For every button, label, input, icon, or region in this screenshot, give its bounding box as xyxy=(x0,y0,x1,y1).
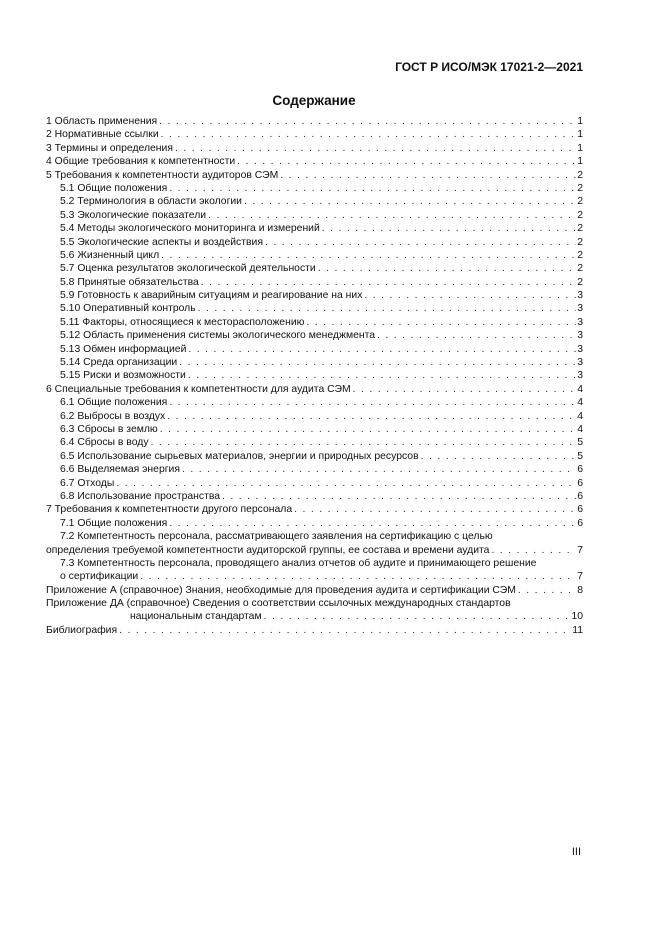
toc-entry[interactable] xyxy=(46,610,583,623)
page-title: Содержание xyxy=(272,93,356,108)
toc-entry-page: 8 xyxy=(577,584,583,596)
toc-entry-title: 6.7 Отходы xyxy=(60,477,115,489)
toc-entry[interactable] xyxy=(46,410,583,423)
toc-entry-page: 1 xyxy=(577,116,583,127)
toc-entry-title: 5.10 Оперативный контроль xyxy=(60,303,196,315)
toc-entry[interactable] xyxy=(46,463,583,476)
toc-entry[interactable] xyxy=(46,356,583,369)
toc-entry[interactable] xyxy=(46,222,583,235)
toc-entry[interactable] xyxy=(46,396,583,409)
dot-leader xyxy=(161,128,577,141)
page-number: III xyxy=(571,846,581,858)
dot-leader xyxy=(491,544,576,557)
dot-leader xyxy=(201,276,576,289)
toc-entry-page: 4 xyxy=(577,397,583,409)
toc-entry-title: 3 Термины и определения xyxy=(46,142,173,154)
toc-entry-page: 7 xyxy=(577,571,583,583)
dot-leader xyxy=(222,490,576,503)
dot-leader xyxy=(140,570,576,583)
toc-entry-title: 6.6 Выделяемая энергия xyxy=(60,464,180,476)
toc-entry-title: 2 Нормативные ссылки xyxy=(46,129,159,141)
toc-entry-title: 6.2 Выбросы в воздух xyxy=(60,410,166,422)
toc-entry-title: Приложение А (справочное) Знания, необходимые для проведения аудита и сертификации СЭМ xyxy=(46,584,516,596)
toc-entry-page: 2 xyxy=(577,169,583,181)
dot-leader xyxy=(306,316,576,329)
toc-entry[interactable] xyxy=(46,316,583,329)
toc-entry-title: 5.3 Экологические показатели xyxy=(60,209,207,221)
toc-entry-page: 2 xyxy=(577,249,583,261)
toc-entry-page: 6 xyxy=(577,517,583,529)
dot-leader xyxy=(294,503,576,516)
toc-entry[interactable] xyxy=(46,343,583,356)
toc-entry[interactable] xyxy=(46,450,583,463)
toc-entry-page: 2 xyxy=(577,236,583,248)
toc-entry-title: 5.12 Область применения системы экологического менеджмента xyxy=(60,330,376,342)
toc-entry[interactable] xyxy=(46,624,583,637)
toc-entry[interactable] xyxy=(46,169,583,182)
dot-leader xyxy=(322,222,576,235)
toc-entry-title: 5 Требования к компетентности аудиторов СЭМ xyxy=(46,169,279,181)
dot-leader xyxy=(318,262,577,275)
dot-leader xyxy=(160,423,576,436)
toc-entry-page: 3 xyxy=(577,330,583,342)
toc-entry-title: 6.1 Общие положения xyxy=(60,397,168,409)
toc-entry-page: 4 xyxy=(577,410,583,422)
toc-entry-title: 5.6 Жизненный цикл xyxy=(60,249,160,261)
toc-entry[interactable] xyxy=(46,436,583,449)
dot-leader xyxy=(264,610,571,623)
toc-entry[interactable] xyxy=(46,503,583,516)
toc-entry-title: 5.4 Методы экологического мониторинга и измерений xyxy=(60,223,320,235)
dot-leader xyxy=(169,182,576,195)
toc-entry-page: 2 xyxy=(577,196,583,208)
toc-entry-title: 6 Специальные требования к компетентности для аудита СЭМ xyxy=(46,383,351,395)
toc-entry[interactable] xyxy=(46,544,583,557)
dot-leader xyxy=(175,142,576,155)
toc-entry-page: 3 xyxy=(577,303,583,315)
toc-entry-page: 1 xyxy=(577,129,583,141)
toc-entry-title: 5.8 Принятые обязательства xyxy=(60,276,199,288)
toc-entry-page: 3 xyxy=(577,357,583,369)
toc-entry-page: 3 xyxy=(577,343,583,355)
toc-entry[interactable] xyxy=(46,570,583,583)
toc-entry[interactable] xyxy=(46,557,583,570)
toc-entry-title: Приложение ДА (справочное) Сведения о соответствии ссылочных международных стандартов xyxy=(46,598,511,610)
toc-entry-title: 5.9 Готовность к аварийным ситуациям и реагирование на них xyxy=(60,290,363,302)
toc-entry[interactable] xyxy=(46,128,583,141)
toc-entry[interactable] xyxy=(46,209,583,222)
toc-entry[interactable] xyxy=(46,236,583,249)
toc-entry[interactable] xyxy=(46,115,583,128)
toc-entry[interactable] xyxy=(46,517,583,530)
toc-entry-title: 5.14 Среда организации xyxy=(60,357,178,369)
toc-entry-title: 7.1 Общие положения xyxy=(60,517,168,529)
toc-entry[interactable] xyxy=(46,369,583,382)
toc-entry[interactable] xyxy=(46,289,583,302)
toc-entry[interactable] xyxy=(46,477,583,490)
toc-entry-title: 5.2 Терминология в области экологии xyxy=(60,196,242,208)
toc-entry-page: 2 xyxy=(577,182,583,194)
toc-entry-page: 3 xyxy=(577,290,583,302)
dot-leader xyxy=(182,463,576,476)
toc-entry-page: 1 xyxy=(577,156,583,168)
toc-entry-page: 4 xyxy=(577,383,583,395)
toc-entry-title: Библиография xyxy=(46,624,118,636)
toc-entry-page: 2 xyxy=(577,209,583,221)
toc-entry-title: 7 Требования к компетентности другого персонала xyxy=(46,504,293,516)
dot-leader xyxy=(244,195,576,208)
toc-entry[interactable] xyxy=(46,490,583,503)
toc-entry-title: 6.4 Сбросы в воду xyxy=(60,437,149,449)
toc-entry-title: о сертификации xyxy=(60,571,139,583)
dot-leader xyxy=(151,436,577,449)
toc-entry-title: 7.3 Компетентность персонала, проводящего анализ отчетов об аудите и принимающего решение xyxy=(60,557,537,569)
toc-entry[interactable] xyxy=(46,597,583,610)
toc-entry-title: 5.13 Обмен информацией xyxy=(60,343,187,355)
toc-entry-title: 6.5 Использование сырьевых материалов, энергии и природных ресурсов xyxy=(60,450,419,462)
toc-entry-page: 6 xyxy=(577,504,583,516)
dot-leader xyxy=(280,169,576,182)
toc-entry[interactable] xyxy=(46,195,583,208)
toc-entry-title: определения требуемой компетентности аудиторской группы, ее состава и времени аудита xyxy=(46,544,490,556)
toc-entry-page: 2 xyxy=(577,276,583,288)
toc-entry[interactable] xyxy=(46,530,583,543)
dot-leader xyxy=(518,584,576,597)
dot-leader xyxy=(169,517,576,530)
toc-entry-page: 5 xyxy=(577,437,583,449)
dot-leader xyxy=(167,410,576,423)
toc-entry-title: 6.3 Сбросы в землю xyxy=(60,423,158,435)
toc-entry-page: 3 xyxy=(577,370,583,382)
dot-leader xyxy=(116,477,576,490)
dot-leader xyxy=(364,289,576,302)
dot-leader xyxy=(377,329,576,342)
toc-entry[interactable] xyxy=(46,584,583,597)
toc-entry-title: 5.5 Экологические аспекты и воздействия xyxy=(60,236,263,248)
dot-leader xyxy=(237,155,576,168)
toc-entry[interactable] xyxy=(46,142,583,155)
dot-leader xyxy=(353,383,577,396)
toc-entry-page: 2 xyxy=(577,223,583,235)
toc-entry[interactable] xyxy=(46,249,583,262)
toc-entry[interactable] xyxy=(46,276,583,289)
dot-leader xyxy=(169,396,576,409)
toc-entry-title: 4 Общие требования к компетентности xyxy=(46,156,236,168)
toc-entry-page: 2 xyxy=(577,263,583,275)
toc-entry-page: 10 xyxy=(571,611,583,623)
table-of-contents xyxy=(46,115,583,637)
toc-entry-title: 7.2 Компетентность персонала, рассматривающего заявления на сертификацию с целью xyxy=(60,531,493,543)
toc-entry[interactable] xyxy=(46,155,583,168)
toc-entry[interactable] xyxy=(46,329,583,342)
dot-leader xyxy=(198,302,577,315)
toc-entry-page: 11 xyxy=(572,624,583,636)
toc-entry-page: 4 xyxy=(577,423,583,435)
document-code: ГОСТ Р ИСО/МЭК 17021-2—2021 xyxy=(395,60,583,74)
toc-entry[interactable] xyxy=(46,262,583,275)
toc-entry[interactable] xyxy=(46,182,583,195)
dot-leader xyxy=(208,209,576,222)
toc-entry-page: 7 xyxy=(577,544,583,556)
toc-entry-page: 1 xyxy=(577,142,583,154)
toc-entry-title: национальным стандартам xyxy=(130,611,262,623)
toc-entry[interactable] xyxy=(46,383,583,396)
dot-leader xyxy=(188,343,576,356)
dot-leader xyxy=(421,450,577,463)
toc-entry[interactable] xyxy=(46,302,583,315)
toc-entry-title: 6.8 Использование пространства xyxy=(60,490,221,502)
toc-entry-title: 1 Область применения xyxy=(46,116,158,127)
dot-leader xyxy=(161,249,576,262)
dot-leader xyxy=(179,356,576,369)
toc-entry-page: 5 xyxy=(577,450,583,462)
toc-entry-page: 6 xyxy=(577,464,583,476)
dot-leader xyxy=(265,236,576,249)
dot-leader xyxy=(159,115,576,128)
toc-entry-title: 5.1 Общие положения xyxy=(60,182,168,194)
toc-entry-title: 5.15 Риски и возможности xyxy=(60,370,186,382)
toc-entry-page: 3 xyxy=(577,316,583,328)
dot-leader xyxy=(188,369,576,382)
toc-entry-title: 5.7 Оценка результатов экологической деятельности xyxy=(60,263,316,275)
dot-leader xyxy=(119,624,571,637)
toc-entry-title: 5.11 Факторы, относящиеся к месторасположению xyxy=(60,316,305,328)
toc-entry-page: 6 xyxy=(577,477,583,489)
toc-entry-page: 6 xyxy=(577,490,583,502)
toc-entry[interactable] xyxy=(46,423,583,436)
